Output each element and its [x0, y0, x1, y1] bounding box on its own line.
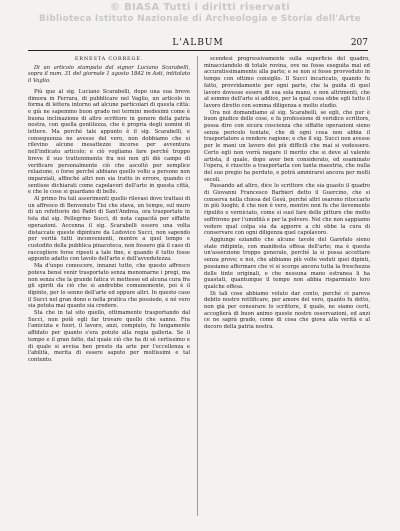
article-intro: Di un articolo stampato dal signor Luciano Scarabelli, sopra il num. 31 del giornale 1 agosto 1842 in Asti, intitolato il Vaglio.: [28, 64, 190, 85]
left-column: [28, 56, 190, 364]
watermark-line-2: Biblioteca Istituto Nazionale di Archeologia e Storia dell'Arte: [39, 14, 361, 24]
page-number: 207: [350, 38, 368, 48]
paragraph: Ora noi domandiamo al sig. Scarabelli, se egli, che pur è buon giudice delle cose, e fa professione di veridico scrittore, possa dire con sicura coscienza che siffatte operazioni sieno senza pericolo tentate, che di ogni cosa non abbia il trasportatore a rendere ragione; e che il sig. Succi non avesse per le mani un lavoro dei più difficili che mai si vedessero. Certo egli non vorrà negare il merito che si deve al valente artista, il quale, dopo aver ben considerato, ed esaminato l'opera, è riuscito a trasportarla con tanta maestria, che nulla del suo pregio ha perduto, e potrà ammirarsi ancora per molti secoli.: [204, 109, 370, 183]
watermark-line-1: © BIASA Tutti i diritti riservati: [109, 2, 291, 13]
running-title: L'ALBUM: [172, 38, 224, 48]
paragraph: scendesi progressivamente sulla superficie del quadro, minacciandolo di totale rovina, ove ne fosse eseguita mai ed accuratissimamente alla parte; e se non si fosse provveduto in tempo con ottimo consiglio. Il Succi incaricato, quando fu fatto, provvidamente per ogni parte, che la guida di quel lavoro dovesse essere di sua sola mano, e non altrimenti, che al sommo dell'arte si addice, per la qual cosa ebbe egli tutto il lavoro diretto con somma diligenza e molto studio.: [204, 56, 370, 109]
paragraph: Passando ad altro, dice lo scrittore che sia guasto il quadro di Giovanni Francesco Barbieri detto il Guercino, che si conserva nella chiesa del Gesù, perché altri osarono ritoccarlo in più luoghi; il che non è vero, mentre non fu che lievemente ripulito e verniciato, come si suol fare delle pitture che molto soffrirono per l'umidità e per la polvere. Nel che non sappiamo vedere qual colpa sia da apporre a chi ebbe la cura di conservare con ogni diligenza quel capolavoro.: [204, 183, 370, 237]
paragraph: Di tali cose abbiamo voluto dar conto, perché ci pareva debito nostro rettificare, per amore del vero, quanto fu detto, non già per censurare lo scrittore, il quale, ne siamo certi, accoglierà di buon animo queste nostre osservazioni, ed anzi ce ne saprà grado, come di cosa che giova alla verità e al decoro della patria nostra.: [204, 290, 370, 331]
paragraph: Sta che in tal sito quello, ottimamente trasportando dal Succi, non potè egli far trovare quello che sanno. Fra l'amicizia e fuori, il lavoro, anzi, compiuto, fu lungamente affidato per quanto s'era potuto alla regia galleria. Se il tempo e il gran fatto, dal quale ciò che ha di sé certissimo e di quale si avvisa ben presto da arte per l'eccellenza e l'abilità, merita di essere saputo per moltissimi e tal contento.: [28, 310, 190, 363]
paragraph: Ma d'uopo conoscere, innanzi tutto, che questo affresco poteva bensì venir trasportato senza menomarne i pregi, ma non senza che la grande fatica vi mettesse ed alcuna cura fra gli spiriti da ciò che si andrebbe comunemente, poi è il dipinto, per lo senno dell'arte ed oppure altri. In questo caso il Succi nel gran dono e nella pratica che possiede, e né vero sia potuta mai quanto sia credere.: [28, 263, 190, 310]
column-divider: [197, 56, 198, 516]
paragraph: Più que al sig. Luciano Scarabelli, dopo una sua breve dimora in Ferrara, di pubblicare nel Vaglio, un articolo in forma di lettera intorno ad alcune particolari di questa città: e già ne sapemmo buon grado nei termini medesimi come è buona inclinazione di altro scrittore in genere della patria nostra, con quella gentilezza, che è propria degli uomini di lettere. Ma perché tale appunto è il sig. Scarabelli, e conseguenza ne avesse del vero, non dobbiamo che si rilevino alcune inesattezze incorse per avventura nell'indicato articolo; e ciò vogliamo fare perché troppo breve il suo trattenimento fra noi non gli diè campo di verificare personalmente ciò che ascoltò per semplice relazione, o forse perché abbiano quello volto a persone non imparziali, affinché altri non sia tratto in errore, quando ci sentisse dichiarati come capolavori dell'arte in questa città, e che le cose si guardano di belle.: [28, 88, 190, 196]
copyright-watermark: [0, 2, 400, 32]
paragraph: Al primo fra tali asserimenti quello rilevasi dove trattasi di un affresco di Benvenuto Tisi che stava, un tempo, sul muro di un refettorio dei Padri di Sant'Andrea, ora trasportato in tela dal sig. Pellegrino Succi, di nota capacità per siffatte operazioni. Accenna il sig. Scarabelli essere una volta distaccate queste dipinture da Lodovico Succi, non sapendo per verità tutti inconvenienti, mentre a quel tempo e custodito della pubblica pinacoteca, non fossero già il caso di raccogliere forse riposti a tale fine, e quando il tutto fosse appunto adatto con tavolo dell'arte e dell'avvedutezza.: [28, 196, 190, 263]
page-header: [28, 38, 368, 51]
right-column: [204, 56, 370, 331]
paragraph: Aggiunge eziandio che alcune tavole del Garofalo sieno state ridipinte, con manifesta offesa dell'arte; ma è questa un'asserzione troppo generale, perché la si possa accettare senza prove; e noi, che abbiamo più volte veduti quei dipinti, possiamo affermare che vi si scorge ancora tutta la freschezza delle tinte originali, e che nessuna mano estranea li ha guastati, quantunque il tempo non abbia risparmiato loro qualche offesa.: [204, 236, 370, 290]
section-heading: ERNESTA CORREGE.: [74, 56, 144, 62]
